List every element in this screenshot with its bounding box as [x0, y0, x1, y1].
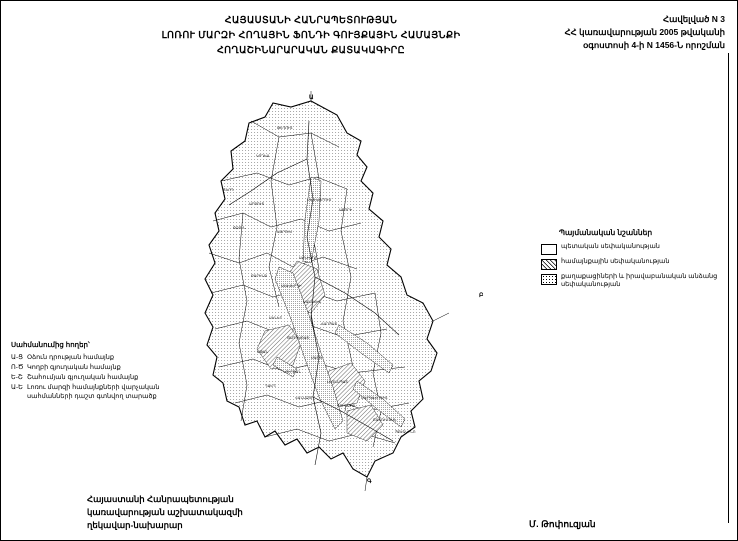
legend-sign-item: [541, 258, 731, 270]
swatch-private-property: [541, 274, 557, 285]
legend-boundary-key: Ա-Ց: [11, 354, 23, 361]
swatch-community-property: [541, 259, 557, 270]
legend-signs-title: Պայմանական նշաններ: [559, 228, 653, 237]
legend-boundary-row: [11, 363, 161, 372]
page-title: [131, 13, 491, 58]
map-settlement-label: ԱԼԱՎԵՐԴԻ: [281, 284, 302, 288]
legend-boundary-row: [11, 373, 161, 382]
document-reference: [495, 13, 725, 52]
footer-line-1: Հայաստանի Հանրապետության: [87, 494, 234, 504]
map-settlement-label: ՔԱՐԻՆՋ: [251, 274, 267, 278]
footer-line-2: կառավարության աշխատակազմի: [87, 507, 243, 517]
legend-sign-item: [541, 273, 731, 290]
legend-boundary-key: Ո-Ծ: [11, 364, 24, 371]
map-settlement-label: ԱՔՈՐԻ: [339, 208, 353, 212]
map-settlement-label: ԳՈՒԳԱՐՔ: [337, 404, 355, 408]
legend-boundary-text: Կողբի գյուղական համայնք: [27, 364, 121, 371]
legend-boundaries: [11, 341, 161, 402]
reference-line-1: Հավելված N 3: [663, 14, 725, 24]
reference-line-2: ՀՀ կառավարության 2005 թվականի: [564, 27, 725, 37]
map-settlement-label: ՊՈՒՇԿԻՆՈ: [395, 430, 416, 434]
footer-signature-name: Մ. Թոփուզյան: [529, 519, 596, 529]
title-line-3: ՀՈՂԱՇԻՆԱՐԱՐԱԿԱՆ ՔԱՏԱԿԱԳԻՐԸ: [216, 45, 406, 56]
legend-boundary-key: Ա-Ե: [11, 384, 23, 391]
map-settlement-label: ԱԿՆԵՐ: [269, 316, 283, 320]
map-settlement-label: ՄԱՐԳԱՀՈՎԻՏ: [361, 396, 388, 400]
map-settlement-label: ՇԱՀՈՒՄՅԱՆ: [373, 418, 397, 422]
map-settlement-label: ՍԱՆԱՀԻՆ: [303, 300, 322, 304]
map-figure: [161, 81, 501, 501]
map-settlement-label: ՄԱՐՑ: [311, 356, 322, 360]
legend-boundary-row: [11, 383, 161, 401]
legend-boundary-text: Շահումյան գյուղական համայնք: [27, 374, 139, 381]
legend-sign-item: [541, 243, 731, 255]
map-settlement-label: ՇՆՈՂ: [223, 188, 234, 192]
footer-signatory-title: [87, 493, 243, 532]
map-settlement-label: ԼԵՌՆԱՊԱՏ: [327, 380, 348, 384]
map-settlement-label: ԱԹԱՆ: [257, 350, 269, 354]
title-line-2: ԼՈՌՈՒ ՄԱՐԶԻ ՀՈՂԱՅԻՆ ՖՈՆԴԻ ԳՈՒՅՔԱՅԻՆ ՀԱՄԱՅՆՔԻ: [161, 30, 461, 41]
map-settlement-label: ԾԱՂԿԱՇԱՏ: [287, 336, 309, 340]
legend-conventional-signs: [541, 229, 731, 293]
map-svg: [161, 81, 501, 501]
legend-boundaries-title: Սահմանումից հողեր՝: [11, 342, 90, 349]
legend-boundary-text: Լոռու մարզի համայնքների վարչական սահմանների դաշտ գտնվող տարածք: [27, 384, 160, 400]
legend-boundary-text: Օձուն դրության համայնք: [27, 354, 115, 361]
map-settlement-label: ՎԱՆԱՁՈՐ: [295, 396, 314, 400]
map-settlement-label: ԿՈՂԵՍ: [256, 154, 270, 158]
map-settlement-label: ԴՍԵՂ: [265, 384, 276, 388]
legend-sign-label: քաղաքացիների և իրավաբանական անձանց սեփականության: [561, 272, 718, 288]
map-settlement-label: ԿՈՒՐԹԱՆ: [283, 370, 302, 374]
map-settlement-label: ԱՅՐՈՒՄ: [277, 230, 293, 234]
title-line-1: ՀԱՅԱՍՏԱՆԻ ՀԱՆՐԱՊԵՏՈՒԹՅԱՆ: [224, 15, 398, 26]
map-base-fill: [161, 81, 501, 501]
map-settlement-label: ԹԵՂՈՒՏ: [277, 126, 293, 130]
map-settlement-label: ԱՐՋՈՒՏ: [249, 202, 265, 206]
legend-sign-label: համայնքային սեփականության: [561, 257, 670, 265]
map-settlement-label: ՀԱՂՊԱՏ: [321, 322, 338, 326]
corner-letter-g: Գ: [367, 479, 372, 485]
corner-letter-b: Բ: [479, 293, 484, 299]
map-settlement-label: ՄԵՑ ԱՅՐՈՒՄ: [307, 198, 332, 202]
map-settlement-label: ԱՀՆԻՁՈՐ: [299, 256, 318, 260]
footer-line-3: ղեկավար-նախարար: [87, 520, 183, 530]
legend-sign-label: պետական սեփականության: [561, 242, 660, 250]
legend-boundary-row: [11, 353, 161, 362]
corner-letter-a: Ա: [309, 95, 314, 101]
legend-boundary-key: Ե-Շ: [11, 374, 23, 381]
swatch-state-property: [541, 244, 557, 255]
map-settlement-label: ՕՁՈՒՆ: [233, 226, 246, 230]
reference-line-3: օգոստոսի 4-ի N 1456-Ն որոշման: [583, 40, 725, 50]
